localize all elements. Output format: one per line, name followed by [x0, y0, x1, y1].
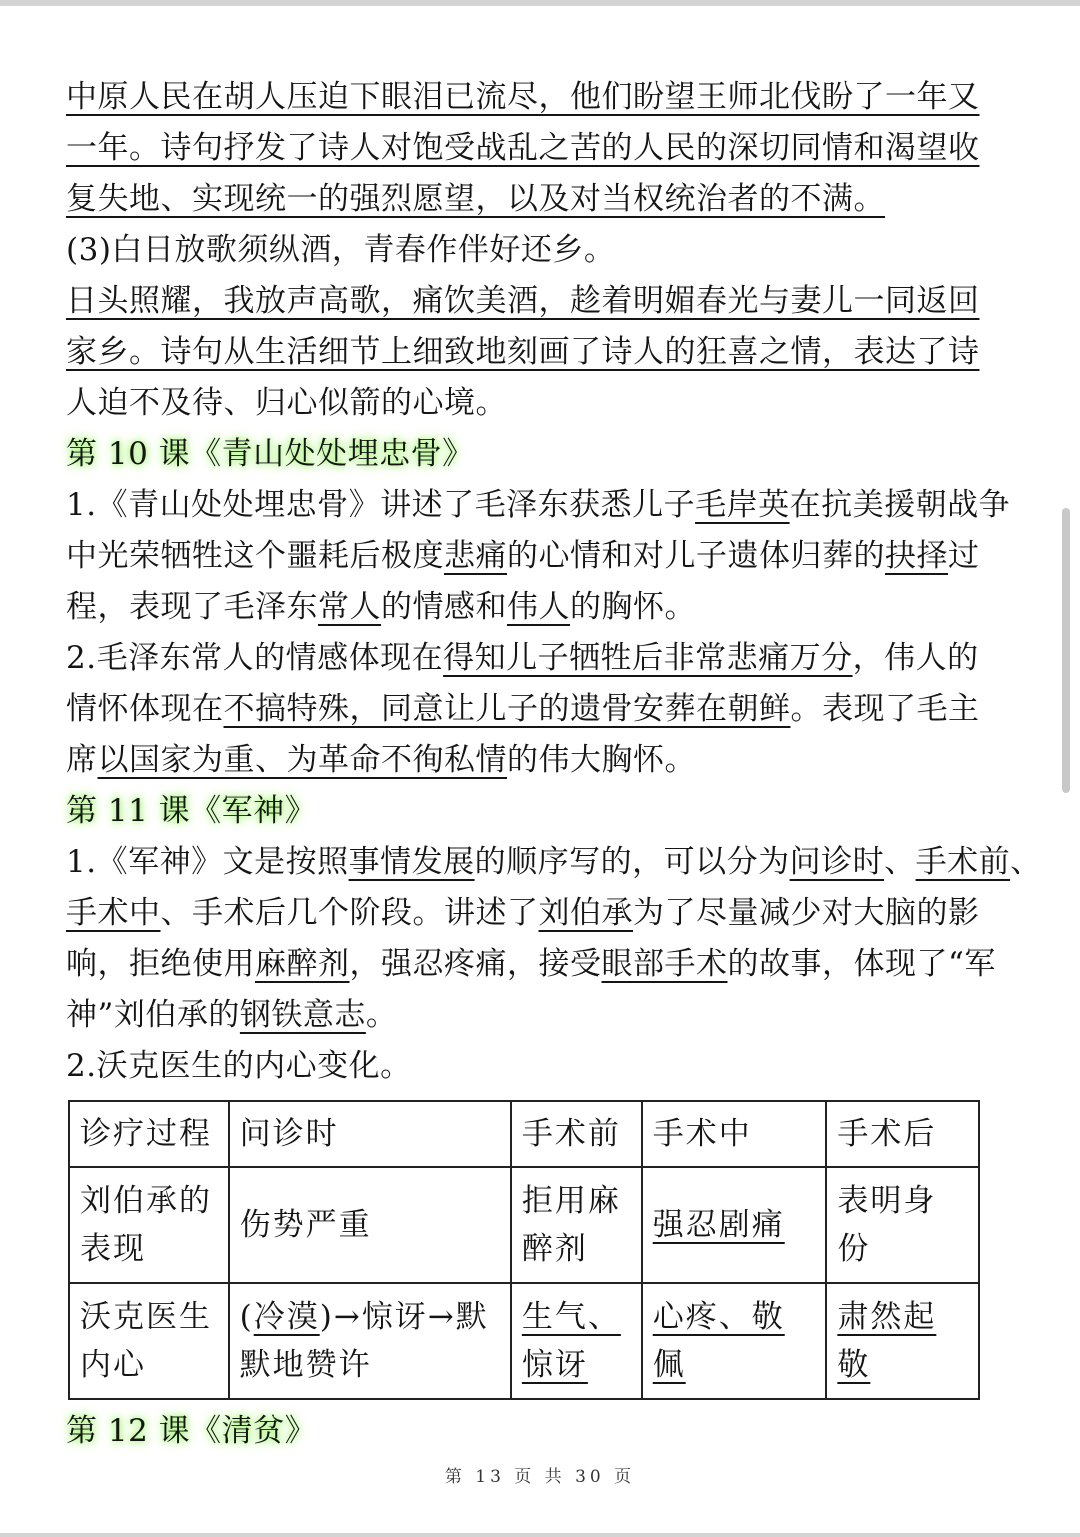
- table-row-label: 沃克医生 内心: [69, 1283, 229, 1399]
- table-cell: 心疼、敬佩: [642, 1283, 827, 1399]
- bottom-edge-bar: [0, 1533, 1080, 1537]
- doctor-attitude-table: [68, 1100, 980, 1400]
- lesson-11-p1-line-4: 神”刘伯承的钢铁意志。: [66, 997, 398, 1033]
- table-header-cell: 手术中: [642, 1101, 827, 1167]
- table-header-row: [69, 1101, 979, 1167]
- table-row-doctor-walker: [69, 1283, 979, 1399]
- table-cell: 伤势严重: [229, 1167, 511, 1283]
- table-cell: 强忍剧痛: [642, 1167, 827, 1283]
- table-header-cell: 手术后: [826, 1101, 979, 1167]
- lesson-10-p2-line-2: 情怀体现在不搞特殊，同意让儿子的遗骨安葬在朝鲜。表现了毛主: [66, 691, 980, 727]
- question-3-answer-line-1: 日头照耀，我放声高歌，痛饮美酒，趁着明媚春光与妻儿一同返回: [66, 283, 980, 319]
- lesson-11-p2: 2.沃克医生的内心变化。: [66, 1048, 412, 1084]
- table-header-cell: 问诊时: [229, 1101, 511, 1167]
- lesson-12-title: 第 12 课《清贫》: [66, 1413, 317, 1449]
- lesson-10-p2-line-3: 席以国家为重、为革命不徇私情的伟大胸怀。: [66, 742, 696, 778]
- question-3-answer-line-3: 人迫不及待、归心似箭的心境。: [66, 385, 507, 421]
- lesson-10-p1-line-1: 1.《青山处处埋忠骨》讲述了毛泽东获悉儿子毛岸英在抗美援朝战争: [66, 487, 1011, 523]
- table-cell: (冷漠)→惊讶→默 默地赞许: [229, 1283, 511, 1399]
- question-3-answer-line-2: 家乡。诗句从生活细节上细致地刻画了诗人的狂喜之情，表达了诗: [66, 334, 980, 370]
- table-row-label: 刘伯承的 表现: [69, 1167, 229, 1283]
- table-header-cell: 手术前: [511, 1101, 642, 1167]
- page-number-footer: 第 13 页 共 30 页: [444, 1467, 636, 1487]
- table-cell: 生气、 惊讶: [511, 1283, 642, 1399]
- lesson-11-p1-line-1: 1.《军神》文是按照事情发展的顺序写的，可以分为问诊时、手术前、: [66, 844, 1042, 880]
- lesson-10-p1-line-3: 程，表现了毛泽东常人的情感和伟人的胸怀。: [66, 589, 696, 625]
- vertical-scrollbar[interactable]: [1062, 508, 1070, 793]
- lesson-11-p1-line-2: 手术中、手术后几个阶段。讲述了刘伯承为了尽量减少对大脑的影: [66, 895, 980, 931]
- table-header-cell: 诊疗过程: [69, 1101, 229, 1167]
- document-content: [66, 72, 1042, 1457]
- lesson-10-p2-line-1: 2.毛泽东常人的情感体现在得知儿子牺牲后非常悲痛万分，伟人的: [66, 640, 979, 676]
- table-cell: 拒用麻 醉剂: [511, 1167, 642, 1283]
- poem-answer-line-1: 中原人民在胡人压迫下眼泪已流尽，他们盼望王师北伐盼了一年又: [66, 79, 980, 115]
- lesson-10-p1-line-2: 中光荣牺牲这个噩耗后极度悲痛的心情和对儿子遗体归葬的抉择过: [66, 538, 980, 574]
- table-row-liu-bocheng: [69, 1167, 979, 1283]
- top-edge-bar: [0, 0, 1080, 6]
- lesson-10-title: 第 10 课《青山处处埋忠骨》: [66, 436, 474, 472]
- lesson-11-p1-line-3: 响，拒绝使用麻醉剂，强忍疼痛，接受眼部手术的故事，体现了“军: [66, 946, 996, 982]
- question-3-title: (3)白日放歌须纵酒，青春作伴好还乡。: [66, 232, 616, 268]
- lesson-11-title: 第 11 课《军神》: [66, 793, 317, 829]
- table-cell: 表明身份: [826, 1167, 979, 1283]
- poem-answer-line-3: 复失地、实现统一的强烈愿望，以及对当权统治者的不满。: [66, 181, 885, 217]
- table-cell: 肃然起敬: [826, 1283, 979, 1399]
- poem-answer-line-2: 一年。诗句抒发了诗人对饱受战乱之苦的人民的深切同情和渴望收: [66, 130, 980, 166]
